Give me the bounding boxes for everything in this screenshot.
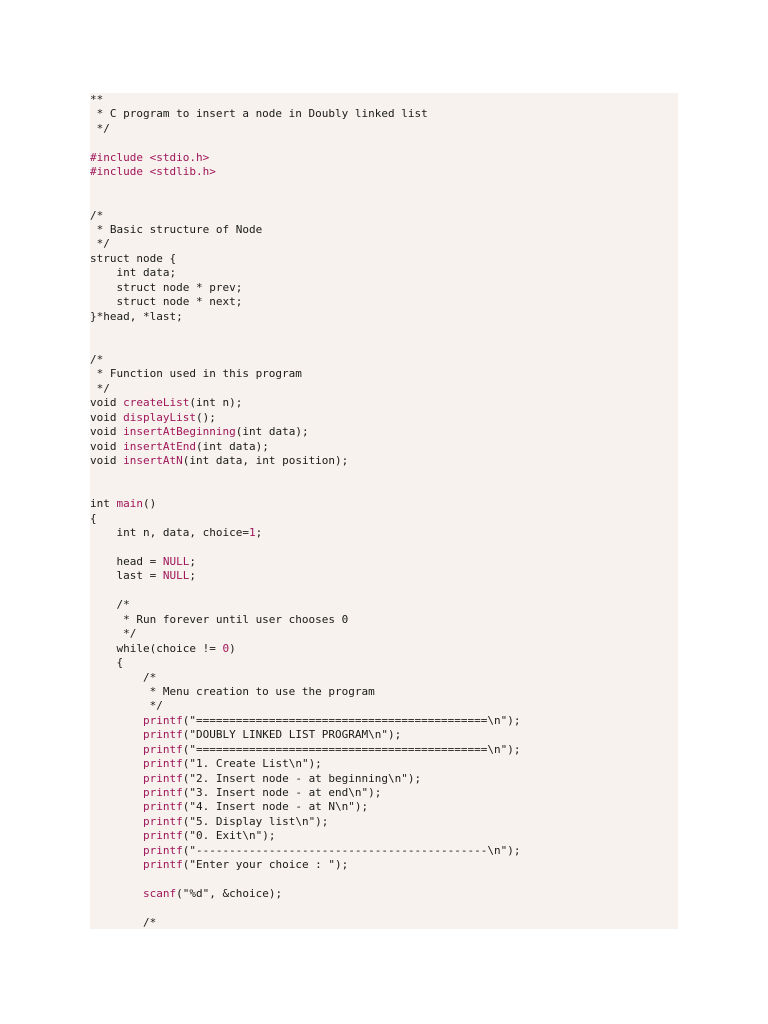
code-line — [90, 324, 678, 338]
code-keyword: NULL — [162, 569, 190, 583]
code-text: last = — [90, 569, 163, 583]
code-line — [90, 800, 678, 814]
code-text: struct node * prev; — [90, 280, 243, 294]
code-keyword: printf — [142, 757, 183, 771]
code-line — [90, 252, 678, 266]
code-line — [90, 107, 678, 121]
code-keyword: printf — [142, 728, 183, 742]
code-text: head = — [90, 555, 163, 568]
code-line — [90, 598, 678, 612]
code-line — [90, 786, 678, 800]
code-line — [90, 295, 678, 309]
code-line — [90, 165, 678, 179]
code-line — [90, 902, 678, 916]
code-line — [90, 757, 678, 771]
code-keyword: printf — [142, 858, 183, 872]
code-keyword: 1 — [248, 526, 256, 540]
code-keyword: scanf — [142, 887, 177, 901]
code-keyword: printf — [142, 771, 183, 785]
code-line — [90, 555, 678, 569]
code-text — [90, 728, 143, 741]
code-text — [90, 714, 143, 727]
code-line — [90, 396, 678, 410]
code-text — [90, 743, 143, 756]
code-line — [90, 642, 678, 656]
code-text: ("--------------------------------------------\n"); — [182, 843, 521, 857]
code-keyword: #include <stdlib.h> — [90, 165, 216, 179]
code-line — [90, 541, 678, 555]
code-text: * Run forever until user chooses 0 — [90, 612, 349, 626]
code-text: ; — [189, 569, 196, 583]
code-line — [90, 887, 678, 901]
code-line — [90, 627, 678, 641]
code-line — [90, 743, 678, 757]
code-text: */ — [90, 699, 163, 713]
code-line — [90, 266, 678, 280]
code-line — [90, 815, 678, 829]
code-text — [90, 887, 143, 900]
code-line — [90, 526, 678, 540]
code-text — [90, 858, 143, 871]
code-text: ("============================================\n"); — [182, 713, 521, 727]
code-text: * Menu creation to use the program — [90, 684, 375, 698]
code-text: int n, data, choice= — [90, 526, 249, 540]
code-listing — [90, 93, 678, 929]
code-text: ("5. Display list\n"); — [182, 814, 329, 828]
code-line — [90, 728, 678, 742]
code-text: ("%d", &choice); — [176, 887, 283, 901]
code-text — [90, 786, 143, 799]
code-text: * Basic structure of Node — [90, 222, 263, 236]
code-text: */ — [90, 627, 137, 641]
code-line — [90, 180, 678, 194]
code-text: * C program to insert a node in Doubly linked list — [90, 107, 428, 121]
code-text: * Function used in this program — [90, 367, 302, 381]
code-line — [90, 714, 678, 728]
code-text: /* — [90, 670, 157, 684]
code-line — [90, 685, 678, 699]
code-keyword: printf — [142, 713, 183, 727]
code-text: () — [143, 497, 157, 511]
code-line — [90, 440, 678, 454]
code-keyword: NULL — [162, 555, 190, 568]
code-keyword: insertAtN — [123, 453, 183, 467]
code-text — [90, 800, 143, 813]
code-keyword: displayList — [123, 410, 196, 424]
code-block — [90, 93, 678, 929]
code-line — [90, 353, 678, 367]
code-line — [90, 512, 678, 526]
code-keyword: printf — [142, 800, 183, 814]
code-keyword: printf — [142, 814, 183, 828]
code-text: ("3. Insert node - at end\n"); — [182, 786, 382, 799]
code-line — [90, 916, 678, 929]
code-keyword: insertAtBeginning — [123, 425, 236, 439]
code-text: void — [90, 410, 124, 424]
code-text: (int n); — [189, 396, 243, 410]
code-line — [90, 483, 678, 497]
code-line — [90, 873, 678, 887]
code-text — [90, 844, 143, 857]
code-line — [90, 468, 678, 482]
code-line — [90, 367, 678, 381]
code-text: (int data, int position); — [182, 453, 349, 467]
code-text: void — [90, 425, 124, 439]
code-text: /* — [90, 208, 104, 222]
code-text — [90, 815, 143, 828]
code-text: void — [90, 439, 124, 453]
code-line — [90, 151, 678, 165]
code-keyword: printf — [142, 786, 183, 799]
code-text: */ — [90, 237, 110, 251]
code-line — [90, 223, 678, 237]
code-line — [90, 338, 678, 352]
code-text: (int data); — [195, 439, 269, 453]
code-text: ; — [189, 555, 196, 568]
code-text: { — [90, 511, 97, 525]
code-text: /* — [90, 598, 130, 612]
code-text — [90, 772, 143, 785]
code-text: ("0. Exit\n"); — [182, 829, 276, 843]
code-text: /* — [90, 352, 104, 366]
code-keyword: printf — [142, 742, 183, 756]
code-line — [90, 122, 678, 136]
code-line — [90, 411, 678, 425]
code-text — [90, 829, 143, 842]
code-text: ("DOUBLY LINKED LIST PROGRAM\n"); — [182, 728, 402, 742]
code-text: int — [90, 497, 117, 511]
code-text: { — [90, 656, 124, 670]
code-keyword: createList — [123, 396, 190, 410]
code-keyword: 0 — [222, 641, 230, 655]
code-text: int data; — [90, 266, 177, 280]
code-text: void — [90, 453, 124, 467]
code-text: */ — [90, 381, 110, 395]
code-text: ("============================================\n"); — [182, 742, 521, 756]
code-line — [90, 425, 678, 439]
code-text: while(choice != — [90, 641, 223, 655]
code-text: ("1. Create List\n"); — [182, 757, 322, 771]
code-line — [90, 844, 678, 858]
code-keyword: insertAtEnd — [123, 439, 196, 453]
code-text: ; — [255, 526, 263, 540]
code-keyword: printf — [142, 829, 183, 843]
code-line — [90, 858, 678, 872]
code-text: /* — [90, 915, 157, 929]
code-text: ("2. Insert node - at beginning\n"); — [182, 771, 422, 785]
code-keyword: main — [116, 497, 143, 511]
code-line — [90, 382, 678, 396]
code-line — [90, 136, 678, 150]
code-line — [90, 194, 678, 208]
code-text — [90, 757, 143, 770]
code-text: ("4. Insert node - at N\n"); — [182, 800, 369, 814]
code-text: void — [90, 396, 124, 410]
code-line — [90, 584, 678, 598]
code-line — [90, 454, 678, 468]
code-line — [90, 237, 678, 251]
code-line — [90, 569, 678, 583]
code-text: struct node { — [90, 251, 177, 265]
code-text: ** — [90, 93, 104, 106]
code-text: ) — [229, 641, 236, 655]
code-line — [90, 281, 678, 295]
code-line — [90, 209, 678, 223]
code-line — [90, 656, 678, 670]
code-keyword: printf — [142, 843, 183, 857]
code-line — [90, 699, 678, 713]
code-text: }*head, *last; — [90, 309, 183, 323]
code-text: */ — [90, 121, 110, 135]
code-line — [90, 772, 678, 786]
code-line — [90, 671, 678, 685]
code-text: (int data); — [235, 425, 309, 439]
code-line — [90, 497, 678, 511]
code-line — [90, 310, 678, 324]
code-text: ("Enter your choice : "); — [182, 858, 349, 872]
code-line — [90, 613, 678, 627]
code-line — [90, 829, 678, 843]
code-keyword: #include <stdio.h> — [90, 150, 210, 164]
code-line — [90, 93, 678, 107]
code-text: struct node * next; — [90, 295, 243, 309]
code-text: (); — [195, 410, 216, 424]
